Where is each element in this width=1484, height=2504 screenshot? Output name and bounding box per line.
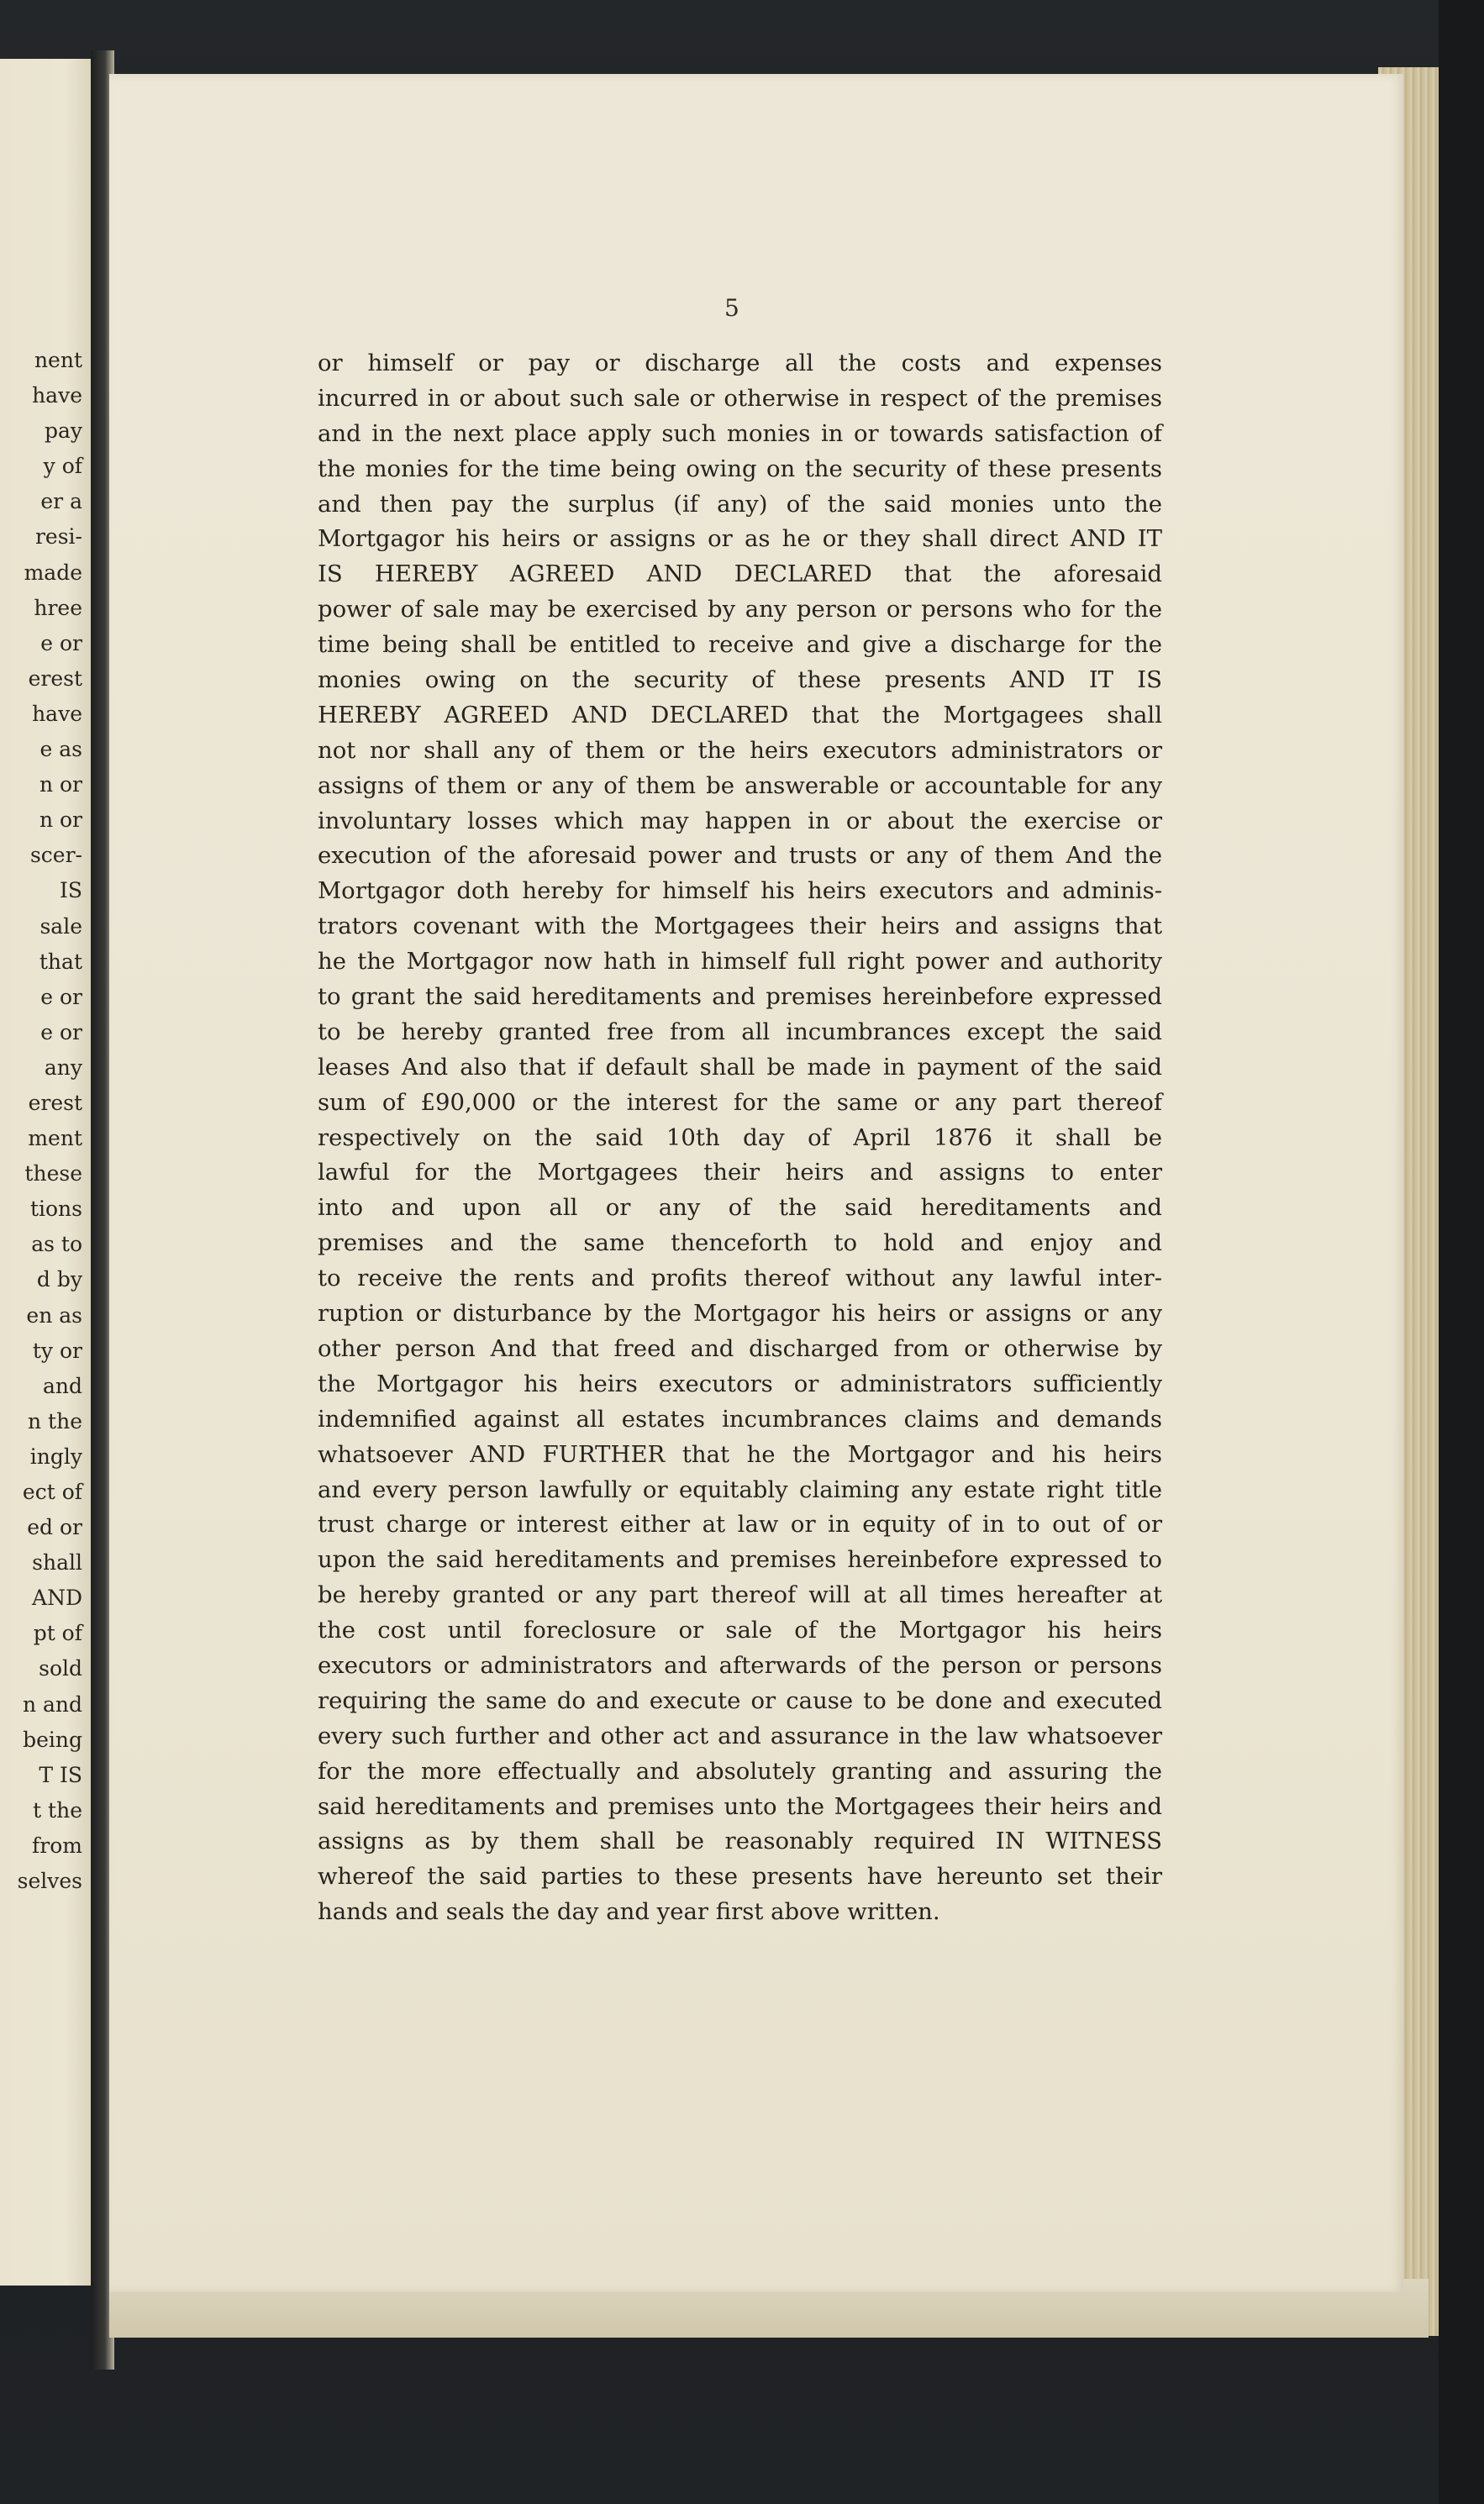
left-page-fragment: e or (40, 984, 82, 1009)
left-page-fragment: ed or (27, 1515, 82, 1540)
left-page-fragment: hree (34, 595, 82, 620)
binding-cloth (1439, 0, 1484, 2504)
body-line: other person And that freed and discharged from or otherwise by (318, 1334, 1162, 1362)
body-line: requiring the same do and execute or cause to be done and executed (318, 1686, 1162, 1714)
body-line: the monies for the time being owing on the security of these presents (318, 455, 1162, 482)
left-page-fragment: en as (26, 1302, 82, 1328)
body-line: incurred in or about such sale or otherwise in respect of the premises (318, 384, 1162, 412)
body-line: monies owing on the security of these presents AND IT IS (318, 666, 1162, 694)
left-page-fragment: e or (40, 1019, 82, 1044)
left-page-fragment: as to (31, 1232, 82, 1257)
left-page-fragment: ect of (22, 1480, 82, 1504)
left-page-fragment: t the (33, 1797, 82, 1823)
body-line: Mortgagor his heirs or assigns or as he or they shall direct AND IT (318, 525, 1162, 553)
left-page-fragment: e or (40, 630, 82, 655)
body-line: whatsoever AND FURTHER that he the Mortgagor and his heirs (318, 1440, 1162, 1468)
body-line: lawful for the Mortgagees their heirs and assigns to enter (318, 1159, 1162, 1186)
left-page-fragment: pay (44, 418, 82, 444)
left-page-fragment: these (24, 1161, 82, 1186)
left-page-fragment: n the (28, 1408, 82, 1433)
left-page-fragment: have (32, 701, 82, 726)
left-page-fragment: n or (39, 772, 82, 797)
left-page-fragment: that (39, 949, 82, 974)
page-number: 5 (724, 294, 739, 322)
body-line: involuntary losses which may happen in or about the exercise or (318, 807, 1162, 834)
left-page-fragment: being (23, 1727, 82, 1752)
body-line: and in the next place apply such monies in or towards satisfaction of (318, 419, 1162, 447)
body-line: he the Mortgagor now hath in himself full right power and authority (318, 948, 1162, 976)
body-line: leases And also that if default shall be made in payment of the said (318, 1053, 1162, 1081)
body-line: said hereditaments and premises unto the Mortgagees their heirs and (318, 1792, 1162, 1820)
body-line: indemnified against all estates incumbrances claims and demands (318, 1405, 1162, 1433)
body-line: be hereby granted or any part thereof will at all times hereafter at (318, 1581, 1162, 1609)
body-line: or himself or pay or discharge all the costs and expenses (318, 350, 1162, 376)
left-page-fragment: scer- (29, 843, 82, 868)
body-line: trators covenant with the Mortgagees their heirs and assigns that (318, 913, 1162, 940)
left-page-fragment: from (32, 1833, 82, 1858)
body-line: upon the said hereditaments and premises hereinbefore expressed to (318, 1546, 1162, 1574)
left-page-fragment: tions (29, 1197, 82, 1222)
left-page-fragment: e as (39, 737, 82, 762)
body-line: premises and the same thenceforth to hold and enjoy and (318, 1229, 1162, 1257)
body-line: and then pay the surplus (if any) of the said monies unto the (318, 490, 1162, 518)
left-page-fragment: selves (17, 1869, 82, 1894)
left-facing-page (0, 59, 94, 2286)
body-line: assigns as by them shall be reasonably required IN WITNESS (318, 1828, 1162, 1855)
left-page-fragment: sold (39, 1656, 82, 1681)
body-line: time being shall be entitled to receive and give a discharge for the (318, 631, 1162, 659)
body-line: the Mortgagor his heirs executors or administrators sufficiently (318, 1370, 1162, 1397)
left-page-fragment: and (42, 1373, 82, 1398)
left-page-fragment: d by (36, 1267, 82, 1292)
body-line: power of sale may be exercised by any person or persons who for the (318, 596, 1162, 623)
left-page-fragment: made (24, 560, 82, 585)
body-line: to receive the rents and profits thereof without any lawful inter- (318, 1265, 1162, 1292)
body-line: sum of £90,000 or the interest for the same or any part thereof (318, 1088, 1162, 1116)
left-page-fragment: resi- (34, 524, 82, 550)
body-line: IS HEREBY AGREED AND DECLARED that the aforesaid (318, 560, 1162, 588)
body-line: the cost until foreclosure or sale of the Mortgagor his heirs (318, 1617, 1162, 1644)
body-line: hands and seals the day and year first above written. (318, 1898, 940, 1926)
left-page-fragment: y of (43, 454, 82, 479)
body-line: executors or administrators and afterwards of the person or persons (318, 1651, 1162, 1679)
left-page-fragment: n and (22, 1691, 82, 1717)
left-page-fragment: AND (32, 1586, 82, 1611)
body-line: into and upon all or any of the said hereditaments and (318, 1194, 1162, 1222)
body-line: Mortgagor doth hereby for himself his heirs executors and adminis- (318, 877, 1162, 905)
body-line: whereof the said parties to these presents have hereunto set their (318, 1863, 1162, 1891)
body-line: not nor shall any of them or the heirs executors administrators or (318, 736, 1162, 764)
left-page-fragment: sale (39, 913, 82, 939)
body-line: trust charge or interest either at law or in equity of in to out of or (318, 1511, 1162, 1539)
left-page-fragment: erest (28, 665, 82, 691)
left-page-fragment: pt of (33, 1621, 82, 1646)
left-page-fragment: ingly (29, 1444, 82, 1469)
left-page-fragment: ty or (32, 1338, 82, 1363)
body-line: execution of the aforesaid power and trusts or any of them And the (318, 842, 1162, 870)
left-page-fragment: any (44, 1055, 82, 1080)
body-line: ruption or disturbance by the Mortgagor his heirs or assigns or any (318, 1300, 1162, 1328)
left-page-text-fragments (0, 343, 82, 1899)
body-line: assigns of them or any of them be answerable or accountable for any (318, 771, 1162, 799)
body-line: and every person lawfully or equitably claiming any estate right title (318, 1476, 1162, 1503)
left-page-fragment: n or (39, 807, 82, 833)
body-line: for the more effectually and absolutely granting and assuring the (318, 1757, 1162, 1785)
left-page-fragment: ment (28, 1126, 82, 1151)
left-page-fragment: IS (59, 878, 82, 903)
body-text (318, 346, 1162, 1930)
body-line: respectively on the said 10th day of April 1876 it shall be (318, 1123, 1162, 1151)
left-page-fragment: erest (28, 1090, 82, 1115)
left-page-fragment: T IS (39, 1762, 82, 1787)
body-line: to be hereby granted free from all incumbrances except the said (318, 1018, 1162, 1045)
body-line: to grant the said hereditaments and premises hereinbefore expressed (318, 983, 1162, 1011)
body-line: every such further and other act and assurance in the law whatsoever (318, 1722, 1162, 1749)
left-page-fragment: er a (40, 489, 82, 514)
left-page-fragment: have (32, 383, 82, 408)
left-page-fragment: nent (34, 348, 82, 372)
left-page-fragment: shall (32, 1550, 82, 1576)
body-line: HEREBY AGREED AND DECLARED that the Mortgagees shall (318, 701, 1162, 729)
